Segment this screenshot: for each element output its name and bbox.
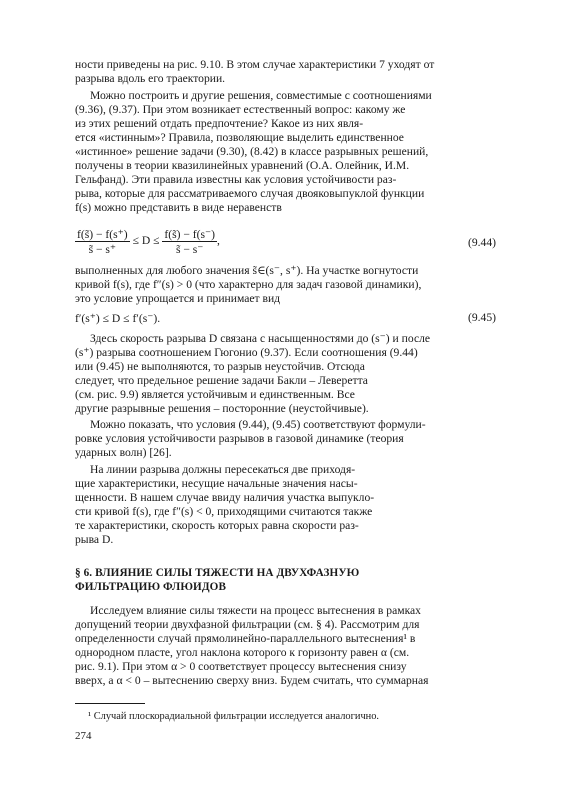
equation-9-45: f′(s⁺) ≤ D ≤ f′(s⁻). [75,312,161,325]
text-line: Здесь скорость разрыва D связана с насыщенностями до (s⁻) и после [90,332,431,345]
fraction-numerator: f(s̃) − f(s⁺) [77,228,128,241]
text-line: однородном пласте, угол наклона которого к горизонту равен α (см. [75,646,410,659]
fraction-denominator: s̃ − s⁺ [88,243,117,256]
text-line: щенности. В нашем случае ввиду наличия участка выпукло- [75,491,375,504]
text-line: ется «истинным»? Правила, позволяющие выделить единственное [75,131,404,144]
text-line: выполненных для любого значения s̃∈(s⁻, s⁺). На участке вогнутости [75,264,419,277]
page-number: 274 [75,730,92,742]
text-line: сти кривой f(s), где f″(s) < 0, приходящими считаются также [75,505,373,518]
text-line: следует, что предельное решение задачи Бакли – Леверетта [75,374,368,387]
text-line: (см. рис. 9.9) является устойчивым и единственным. Все [75,388,355,401]
text-line: (9.36), (9.37). При этом возникает естественный вопрос: какому же [75,103,406,116]
text-line: ности приведены на рис. 9.10. В этом случае характеристики 7 уходят от [75,58,435,71]
text-line: кривой f(s), где f″(s) > 0 (что характерно для задач газовой динамики), [75,278,422,291]
text-line: рыва D. [75,533,114,546]
text-line: ударных волн) [26]. [75,446,172,459]
text-line: Исследуем влияние силы тяжести на процесс вытеснения в рамках [90,604,421,617]
text-line: другие разрывные решения – посторонние (неустойчивые). [75,402,369,415]
equation-number: (9.44) [468,236,497,249]
section-heading: § 6. ВЛИЯНИЕ СИЛЫ ТЯЖЕСТИ НА ДВУХФАЗНУЮ [75,567,360,579]
text-line: На линии разрыва должны пересекаться две приходя- [90,463,356,476]
text-line: Можно показать, что условия (9.44), (9.45) соответствуют формули- [90,418,426,431]
equation-9-44 [75,227,220,256]
fraction-numerator: f(s̃) − f(s⁻) [164,228,216,241]
text-line: f(s) можно представить в виде неравенств [75,201,282,214]
text-line: Можно построить и другие решения, совместимые с соотношениями [90,89,432,102]
text-line: те характеристики, скорость которых равна скорости раз- [75,519,359,532]
text-line: вверх, а α < 0 – вытеснению сверху вниз. Будем считать, что суммарная [75,674,429,687]
fraction-left [75,227,130,256]
text-line: «истинное» решение задачи (9.30), (8.42) в классе разрывных решений, [75,145,429,158]
text-line: это условие упрощается и принимает вид [75,292,281,305]
equation-number: (9.45) [468,311,497,324]
section-heading: ФИЛЬТРАЦИЮ ФЛЮИДОВ [75,581,227,593]
text-line: щие характеристики, несущие начальные значения насы- [75,477,358,490]
text-line: разрыва вдоль его траектории. [75,72,226,85]
footnote: ¹ Случай плоскорадиальной фильтрации исследуется аналогично. [88,711,380,722]
text-line: (s⁺) разрыва соотношением Гюгонио (9.37). Если соотношения (9.44) [75,346,418,359]
text-line: или (9.45) не выполняются, то разрыв неустойчив. Отсюда [75,360,365,373]
equation-punctuation: , [217,234,220,248]
text-line: определенности случай прямолинейно-параллельного вытеснения¹ в [75,632,416,645]
footnote-rule [75,703,145,704]
text-line: из этих решений отдать предпочтение? Какое из них явля- [75,117,364,130]
inequality-middle: ≤ D ≤ [132,234,160,248]
fraction-right [162,227,217,256]
text-line: рыва, которые для рассматриваемого случая двояковыпуклой функции [75,187,425,200]
text-line: допущений теории двухфазной фильтрации (см. § 4). Рассмотрим для [75,618,420,631]
fraction-denominator: s̃ − s⁻ [175,243,204,256]
text-line: рис. 9.1). При этом α > 0 соответствует процессу вытеснения снизу [75,660,407,673]
text-line: получены в теории квазилинейных уравнений (О.А. Олейник, И.М. [75,159,410,172]
text-line: Гельфанд). Эти правила известны как условия устойчивости раз- [75,173,397,186]
text-line: ровке условия устойчивости разрывов в газовой динамике (теория [75,432,404,445]
